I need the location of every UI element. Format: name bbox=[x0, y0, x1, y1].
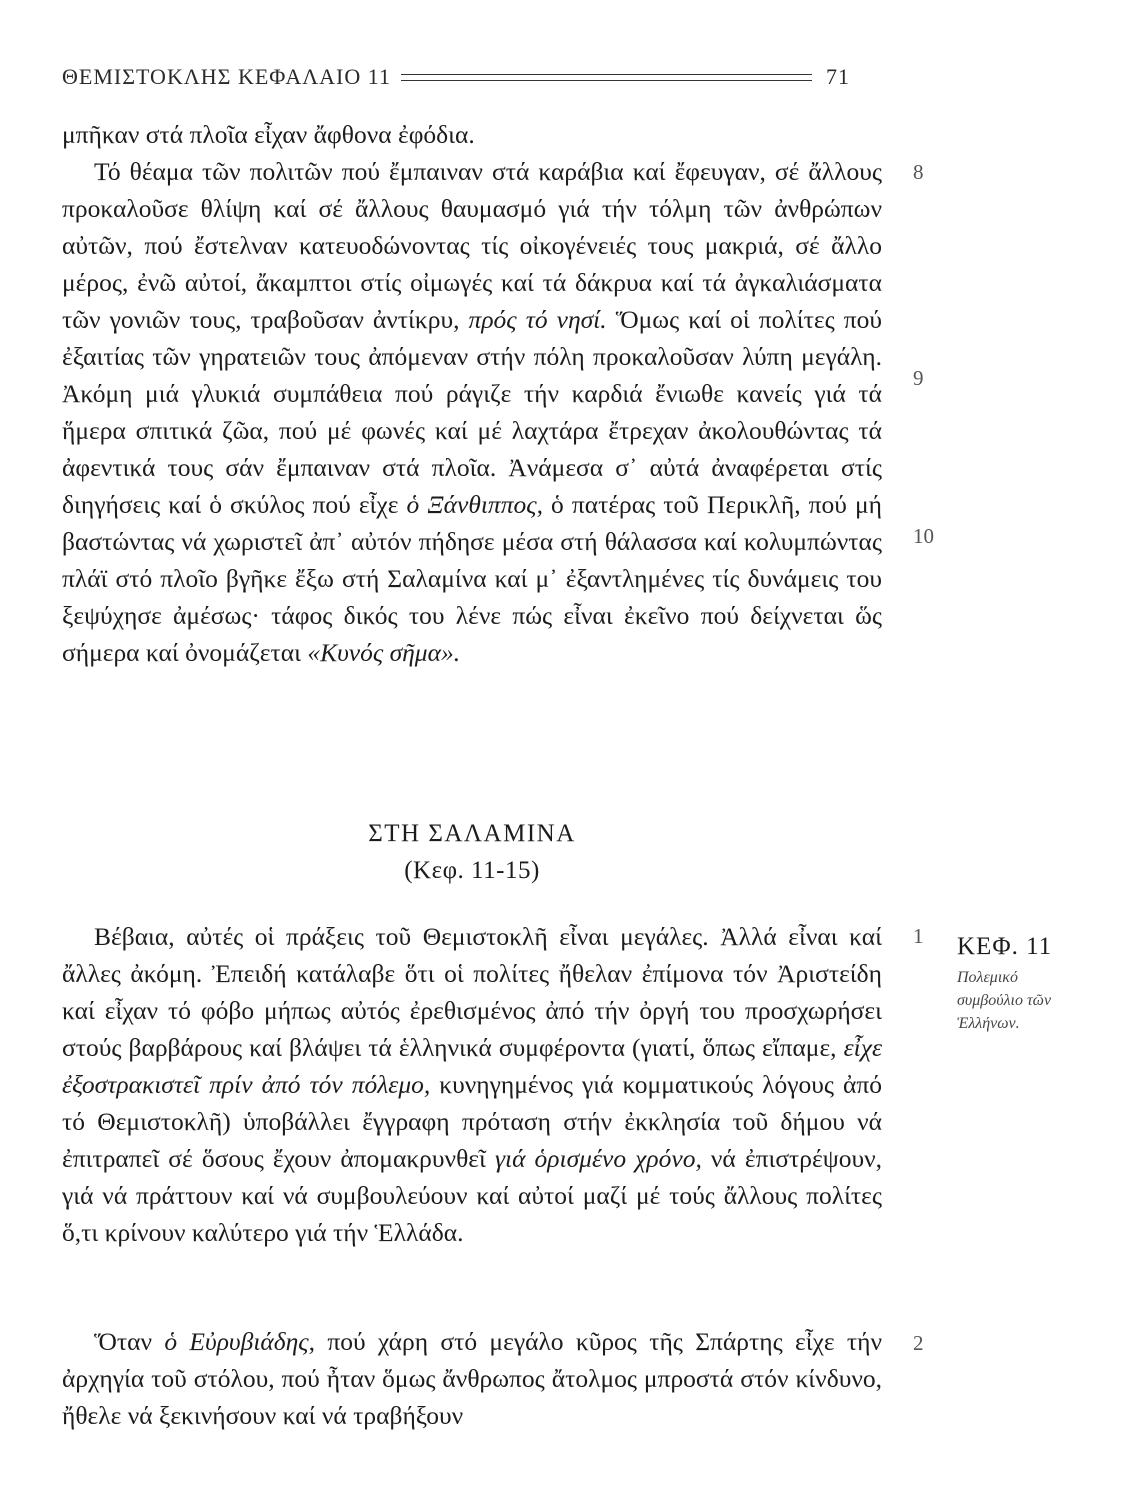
marginal-note bbox=[957, 930, 1077, 1035]
margin-section-number: 9 bbox=[913, 366, 924, 390]
section-title: ΣΤΗ ΣΑΛΑΜΙΝΑ bbox=[368, 820, 576, 847]
margin-section-number: 10 bbox=[913, 524, 934, 548]
italic-run: εἶχε ἐξοστρακιστεῖ πρίν ἀπό τόν πόλεμο, bbox=[62, 1033, 882, 1099]
margin-section-number: 2 bbox=[913, 1331, 924, 1355]
marginal-note-text: Πολεμικό συμβούλιο τῶν Ἑλλήνων. bbox=[957, 969, 1052, 1032]
text-run: κυνηγημένος γιά κομματικούς λόγους ἀπό τό Θεμιστοκλῆ) ὑποβάλλει ἔγγραφη πρόταση στήν ἐκκλησία τοῦ δήμου νά ἐπιτραπεῖ σέ ὅσους ἔχουν ἀπομακρυνθεῖ bbox=[62, 1070, 882, 1173]
paragraph-eurybiades bbox=[62, 1323, 882, 1434]
header-rule bbox=[401, 74, 812, 81]
text-run: νά ἐπιστρέψουν, γιά νά πράττουν καί νά συμβουλεύουν καί αὐτοί μαζί μέ τούς ἄλλους πολίτες ὅ,τι κρίνουν καλύτερο γιά τήν Ἑλλάδα. bbox=[62, 1144, 882, 1247]
text-run: Ὅταν bbox=[94, 1327, 165, 1356]
section-subtitle: (Κεφ. 11-15) bbox=[404, 857, 540, 884]
text-run: ὁ πατέρας τοῦ Περικλῆ, πού μή βαστώντας νά χωριστεῖ ἀπ᾽ αὐτόν πήδησε μέσα στή θάλασσα καί κολυμπώντας πλάϊ στό πλοῖο βγῆκε ἔξω στή Σαλαμίνα καί μ᾽ ἐξαντλημένες τίς δυνάμεις του ξεψύχησε ἀμέσως· τάφος δικός του λένε πώς εἶναι ἐκεῖνο πού δείχνεται ὥς σήμερα καί ὀνομάζεται bbox=[62, 490, 882, 667]
margin-section-number: 8 bbox=[913, 160, 924, 184]
paragraph-text bbox=[62, 153, 882, 671]
paragraph-text: μπῆκαν στά πλοῖα εἶχαν ἄφθονα ἐφόδια. bbox=[62, 120, 475, 149]
paragraph-text bbox=[62, 1323, 882, 1434]
paragraph-text bbox=[62, 918, 882, 1251]
running-header bbox=[62, 62, 850, 92]
italic-run: γιά ὁρισμένο χρόνο, bbox=[494, 1144, 702, 1173]
paragraph-departure bbox=[62, 153, 882, 671]
text-run: Βέβαια, αὐτές οἱ πράξεις τοῦ Θεμιστοκλῆ εἶναι μεγάλες. Ἀλλά εἶναι καί ἄλλες ἀκόμη. Ἐπειδή κατάλαβε ὅτι οἱ πολίτες ἤθελαν ἐπίμονα τόν Ἀριστείδη καί εἶχαν τό φόβο μήπως αὐτός ἐρεθισμένος ἀπό τήν ὀργή του προσχωρήσει στούς βαρβάρους καί βλάψει τά ἑλληνικά συμφέροντα (γιατί, ὅπως εἴπαμε, bbox=[62, 922, 882, 1062]
text-run: Τό θέαμα τῶν πολιτῶν πού ἔμπαιναν στά καράβια καί ἔφευγαν, σέ ἄλλους προκαλοῦσε θλίψη καί σέ ἄλλους θαυμασμό γιά τήν τόλμη τῶν ἀνθρώπων αὐτῶν, πού ἔστελναν κατευοδώνοντας τίς οἰκογένειές τους μακριά, σέ ἄλλο μέρος, ἐνῶ αὐτοί, ἄκαμπτοι στίς οἰμωγές καί τά δάκρυα καί τά ἀγκαλιάσματα τῶν γονιῶν τους, τραβοῦσαν ἀντίκρυ, bbox=[62, 157, 882, 334]
italic-run: «Κυνός σῆμα». bbox=[307, 638, 461, 667]
paragraph-continuation bbox=[62, 116, 882, 153]
text-run: Ὅμως καί οἱ πολίτες πού ἐξαιτίας τῶν γηρατειῶν τους ἀπόμεναν στήν πόλη προκαλοῦσαν λύπη μεγάλη. Ἀκόμη μιά γλυκιά συμπάθεια πού ράγιζε τήν καρδιά ἔνιωθε κανείς γιά τά ἥμερα σπιτικά ζῶα, πού μέ φωνές καί μέ λαχτάρα ἔτρεχαν ἀκολουθώντας τά ἀφεντικά τους σάν ἔμπαιναν στά πλοῖα. Ἀνάμεσα σ᾽ αὐτά ἀναφέρεται στίς διηγήσεις καί ὁ σκύλος πού εἶχε bbox=[62, 305, 882, 519]
marginal-chapter-label: ΚΕΦ. 11 bbox=[957, 933, 1053, 960]
paragraph-aristides bbox=[62, 918, 882, 1251]
italic-run: πρός τό νησί. bbox=[468, 305, 607, 334]
page-number: 71 bbox=[826, 64, 850, 89]
header-title: ΘΕΜΙΣΤΟΚΛΗΣ ΚΕΦΑΛΑΙΟ 11 bbox=[62, 64, 391, 89]
italic-run: ὁ Ξάνθιππος, bbox=[406, 490, 543, 519]
text-run: πού χάρη στό μεγάλο κῦρος τῆς Σπάρτης εἶχε τήν ἀρχηγία τοῦ στόλου, πού ἦταν ὅμως ἄνθρωπος ἄτολμος μπροστά στόν κίνδυνο, ἤθελε νά ξεκινήσουν καί νά τραβήξουν bbox=[62, 1327, 882, 1430]
margin-section-number: 1 bbox=[913, 924, 924, 948]
italic-run: ὁ Εὐρυβιάδης, bbox=[164, 1327, 316, 1356]
